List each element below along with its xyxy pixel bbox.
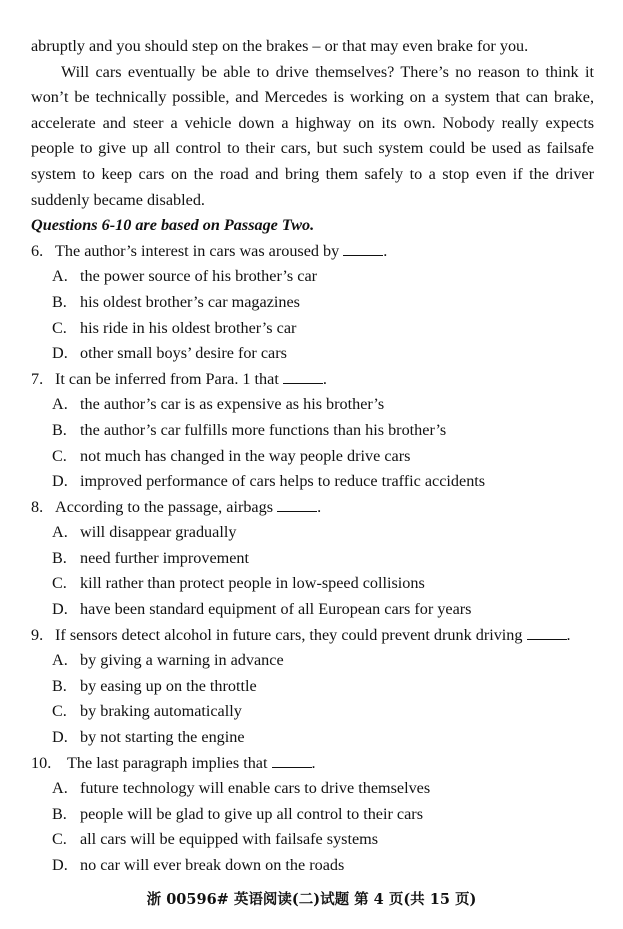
question-stem: [31, 623, 594, 649]
option: [31, 853, 594, 879]
option-text: the author’s car is as expensive as his brother’s: [80, 395, 385, 414]
option-letter: A.: [52, 779, 68, 798]
option-text: all cars will be equipped with failsafe systems: [80, 830, 379, 849]
option: [31, 469, 594, 495]
option: [31, 725, 594, 751]
option: [31, 316, 594, 342]
question-9: [31, 623, 594, 751]
stem-end: .: [311, 753, 316, 772]
option-letter: B.: [52, 548, 67, 567]
option-text: no car will ever break down on the roads: [80, 856, 345, 874]
answer-blank: [283, 369, 323, 384]
question-number: 6.: [31, 241, 44, 260]
question-8: [31, 495, 594, 623]
option: [31, 699, 594, 725]
stem-text: If sensors detect alcohol in future cars, they could prevent drunk driving: [55, 625, 523, 644]
option: [31, 392, 594, 418]
option-letter: B.: [52, 676, 67, 695]
option-letter: D.: [52, 856, 68, 874]
question-stem: [31, 367, 594, 393]
option: [31, 827, 594, 853]
option-letter: C.: [52, 574, 67, 593]
page-content: [31, 34, 594, 879]
passage-line-continued: abruptly and you should step on the brakes – or that may even brake for you.: [31, 37, 529, 55]
question-number: 9.: [31, 625, 44, 644]
option-text: the power source of his brother’s car: [80, 267, 318, 286]
option: [31, 341, 594, 367]
page-footer: 浙 00596# 英语阅读(二)试题 第 4 页(共 15 页): [146, 891, 477, 908]
option: [31, 290, 594, 316]
question-6: [31, 239, 594, 367]
question-stem: [31, 239, 594, 265]
option-letter: C.: [52, 446, 67, 465]
option-letter: C.: [52, 830, 67, 849]
option: [31, 418, 594, 444]
option-letter: B.: [52, 420, 67, 439]
option: [31, 674, 594, 700]
option: [31, 648, 594, 674]
option-text: people will be glad to give up all control to their cars: [80, 804, 423, 823]
option-letter: A.: [52, 267, 68, 286]
option-text: other small boys’ desire for cars: [80, 344, 287, 363]
answer-blank: [527, 625, 567, 640]
option: [31, 802, 594, 828]
option: [31, 546, 594, 572]
option-letter: D.: [52, 600, 68, 619]
option-text: improved performance of cars helps to reduce traffic accidents: [80, 472, 486, 491]
option-text: the author’s car fulfills more functions than his brother’s: [80, 420, 447, 439]
option-text: future technology will enable cars to drive themselves: [80, 779, 431, 798]
option-letter: A.: [52, 395, 68, 414]
option-letter: D.: [52, 344, 68, 363]
stem-end: .: [322, 369, 327, 388]
option-letter: C.: [52, 702, 67, 721]
passage-last-paragraph: Will cars eventually be able to drive themselves? There’s no reason to think it won’t be technically possible, and Mercedes is working on a system that can brake, accelerate and steer a vehicle down a highway on its own. Nobody really expects people to give up all control to their cars, but such system could be used as failsafe system to keep cars on the road and bring them safely to a stop even if the driver suddenly became disabled.: [31, 62, 594, 209]
answer-blank: [277, 497, 317, 512]
option-text: his oldest brother’s car magazines: [80, 292, 300, 311]
option: [31, 571, 594, 597]
question-10: [31, 751, 594, 879]
option-text: need further improvement: [80, 548, 250, 567]
stem-text: According to the passage, airbags: [55, 497, 274, 516]
section-title: Questions 6-10 are based on Passage Two.: [31, 216, 315, 235]
option: [31, 444, 594, 470]
stem-text: The author’s interest in cars was aroused by: [55, 241, 340, 260]
option: [31, 264, 594, 290]
question-7: [31, 367, 594, 495]
option-letter: A.: [52, 523, 68, 542]
question-number: 8.: [31, 497, 44, 516]
option-letter: B.: [52, 292, 67, 311]
stem-text: It can be inferred from Para. 1 that: [55, 369, 279, 388]
option-text: not much has changed in the way people drive cars: [80, 446, 411, 465]
option-letter: D.: [52, 472, 68, 491]
question-stem: [31, 751, 594, 777]
question-number: 7.: [31, 369, 44, 388]
option-text: his ride in his oldest brother’s car: [80, 318, 297, 337]
stem-end: .: [383, 241, 388, 260]
stem-end: .: [317, 497, 322, 516]
answer-blank: [343, 241, 383, 256]
option-letter: C.: [52, 318, 67, 337]
option-text: kill rather than protect people in low-speed collisions: [80, 574, 425, 593]
option-letter: B.: [52, 804, 67, 823]
answer-blank: [272, 753, 312, 768]
question-number: 10.: [31, 753, 52, 772]
stem-text: The last paragraph implies that: [67, 753, 268, 772]
option: [31, 776, 594, 802]
option-letter: A.: [52, 651, 68, 670]
option-text: by easing up on the throttle: [80, 676, 257, 695]
question-stem: [31, 495, 594, 521]
option-text: have been standard equipment of all European cars for years: [80, 600, 472, 619]
option-text: by not starting the engine: [80, 728, 245, 747]
option-text: will disappear gradually: [80, 523, 237, 542]
option: [31, 520, 594, 546]
option-text: by braking automatically: [80, 702, 242, 721]
option: [31, 597, 594, 623]
option-letter: D.: [52, 728, 68, 747]
option-text: by giving a warning in advance: [80, 651, 284, 670]
stem-end: .: [566, 625, 571, 644]
